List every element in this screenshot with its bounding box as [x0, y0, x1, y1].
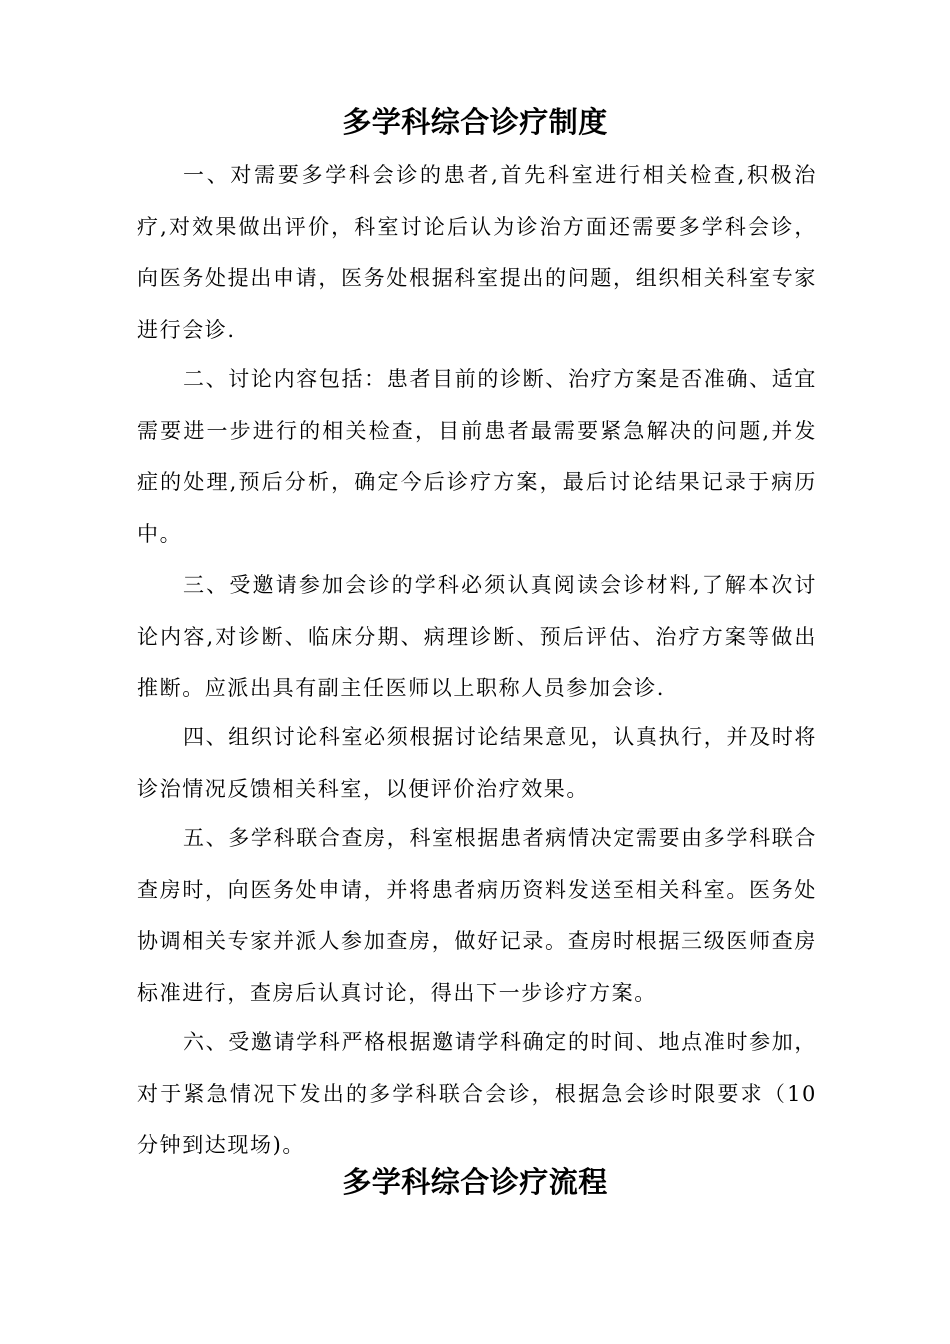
paragraph-2: 二、讨论内容包括：患者目前的诊断、治疗方案是否准确、适宜需要进一步进行的相关检查，目前患者最需要紧急解决的问题,并发症的处理,预后分析，确定今后诊疗方案，最后讨论结果记录于病历中。 [137, 367, 817, 546]
paragraph-6: 六、受邀请学科严格根据邀请学科确定的时间、地点准时参加，对于紧急情况下发出的多学科联合会诊，根据急会诊时限要求（10分钟到达现场)。 [137, 1030, 817, 1157]
paragraph-4: 四、组织讨论科室必须根据讨论结果意见，认真执行，并及时将诊治情况反馈相关科室，以便评价治疗效果。 [137, 725, 817, 801]
section-title: 多学科综合诊疗流程 [342, 1165, 608, 1199]
paragraph-3: 三、受邀请参加会诊的学科必须认真阅读会诊材料,了解本次讨论内容,对诊断、临床分期、病理诊断、预后评估、治疗方案等做出推断。应派出具有副主任医师以上职称人员参加会诊. [137, 573, 817, 700]
document-title: 多学科综合诊疗制度 [342, 105, 608, 139]
paragraph-1: 一、对需要多学科会诊的患者,首先科室进行相关检查,积极治疗,对效果做出评价，科室讨论后认为诊治方面还需要多学科会诊，向医务处提出申请，医务处根据科室提出的问题，组织相关科室专家进行会诊. [137, 163, 817, 342]
paragraph-5: 五、多学科联合查房，科室根据患者病情决定需要由多学科联合查房时，向医务处申请，并将患者病历资料发送至相关科室。医务处协调相关专家并派人参加查房，做好记录。查房时根据三级医师查房标准进行，查房后认真讨论，得出下一步诊疗方案。 [137, 826, 817, 1005]
